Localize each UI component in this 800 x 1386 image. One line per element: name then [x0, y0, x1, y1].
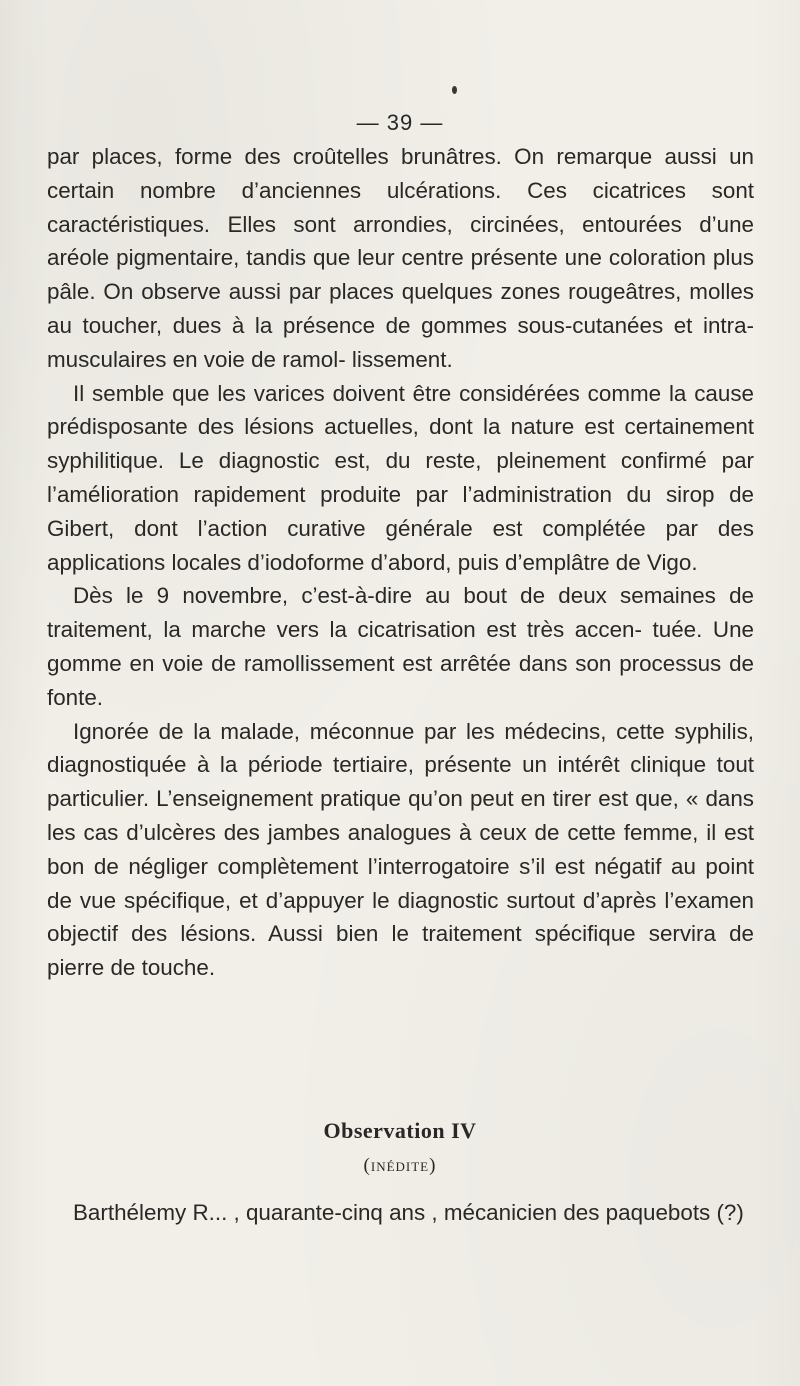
page-number: — 39 —	[356, 110, 444, 135]
ink-speck	[452, 86, 457, 94]
paragraph-2: Il semble que les varices doivent être considérées comme la cause prédisposante des lésions actuelles, dont la nature est certainement syphilitique. Le diagnostic est, du reste, pleinement confirmé par l’amélioration rapidement produite par l’administration du sirop de Gibert, dont l’action curative générale est complétée par des applications locales d’iodoforme d’abord, puis d’emplâtre de Vigo.	[47, 380, 754, 575]
paragraph-1: par places, forme des croûtelles brunâtres. On remarque aussi un certain nombre d’anciennes ulcérations. Ces cicatrices sont caractéristiques. Elles sont arrondies, circinées, entourées d’une aréole pigmentaire, tandis que leur centre présente une coloration plus pâle. On observe aussi par places quelques zones rougeâtres, molles au toucher, dues à la présence de gommes sous-cutanées et intra-musculaires en voie de ramol- lissement.	[47, 144, 754, 372]
paragraph-3: Dès le 9 novembre, c’est-à-dire au bout de deux semaines de traitement, la marche vers la cicatrisation est très accen- tuée. Une gomme en voie de ramollissement est arrêtée dans son processus de fonte.	[47, 583, 754, 710]
observation-title: Observation IV	[323, 1118, 477, 1143]
main-text	[47, 140, 754, 985]
observation-subtitle: (inédite)	[363, 1155, 437, 1176]
paragraph-4: Ignorée de la malade, méconnue par les médecins, cette syphilis, diagnostiquée à la période tertiaire, présente un intérêt clinique tout particulier. L’enseignement pratique qu’on peut en tirer est que, « dans les cas d’ulcères des jambes analogues à ceux de cette femme, il est bon de négliger complètement l’interrogatoire s’il est négatif au point de vue spécifique, et d’appuyer le diagnostic surtout d’après l’examen objectif des lésions. Aussi bien le traitement spécifique servira de pierre de touche.	[47, 718, 754, 981]
observation-text: Barthélemy R... , quarante-cinq ans , mécanicien des paquebots (?)	[73, 1200, 744, 1225]
